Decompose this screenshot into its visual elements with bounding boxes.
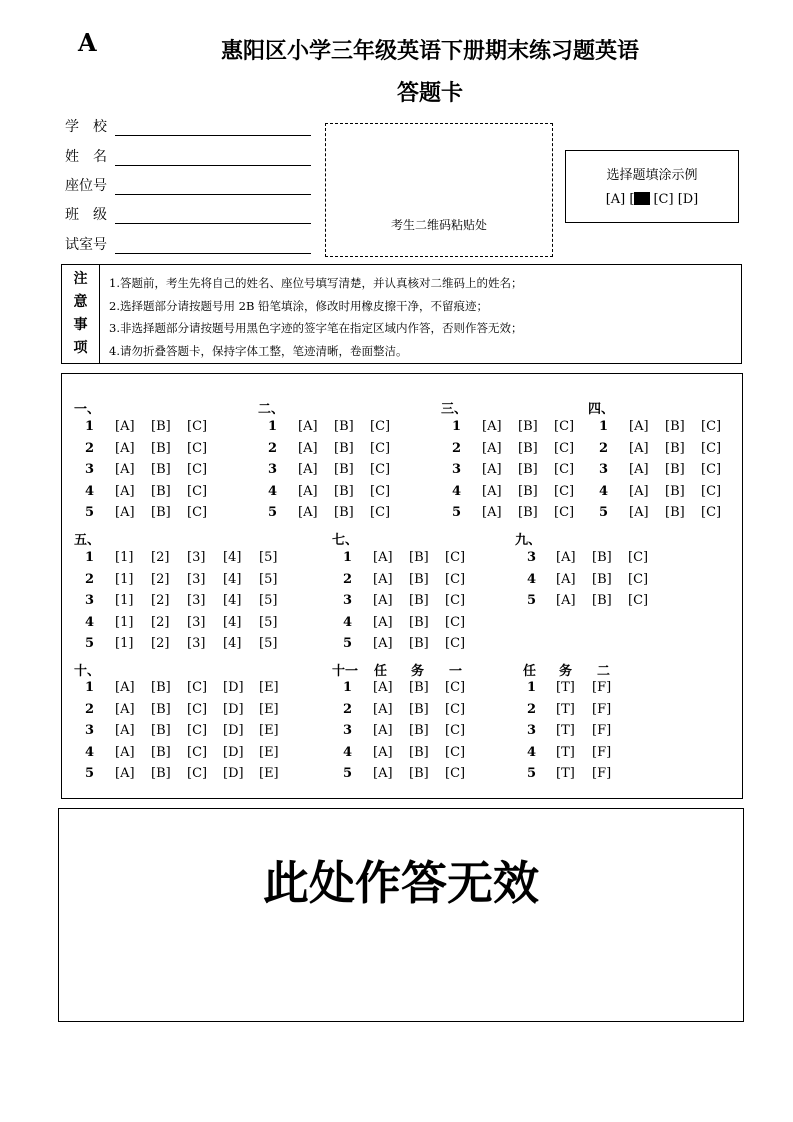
room-label: 试室号 <box>65 237 107 253</box>
answer-option-bubble[interactable]: [A] <box>373 593 393 608</box>
answer-option-bubble[interactable]: [F] <box>592 701 612 717</box>
section-title: 一、 <box>74 402 101 417</box>
answer-option-bubble[interactable]: [1] <box>115 550 134 565</box>
question-number: 5 <box>527 766 537 781</box>
answer-option-bubble[interactable]: [B] <box>518 419 538 434</box>
answer-option-bubble[interactable]: [F] <box>592 680 612 695</box>
answer-option-bubble[interactable]: [B] <box>151 419 171 434</box>
answer-option-bubble[interactable]: [T] <box>556 680 575 695</box>
answer-option-bubble[interactable]: [C] <box>701 440 722 456</box>
answer-option-bubble[interactable]: [A] <box>115 505 135 520</box>
question-number: 1 <box>527 680 537 695</box>
question-number: 2 <box>343 571 353 587</box>
answer-option-bubble[interactable]: [A] <box>482 462 502 477</box>
answer-option-bubble[interactable]: [A] <box>482 419 502 434</box>
question-number: 1 <box>452 419 462 434</box>
answer-option-bubble[interactable]: [F] <box>592 744 612 760</box>
answer-option-bubble[interactable]: [4] <box>223 636 242 651</box>
section-title: 三、 <box>441 402 468 417</box>
notes-box <box>61 264 742 364</box>
answer-option-bubble[interactable]: [A] <box>373 766 393 781</box>
answer-option-bubble[interactable]: [C] <box>445 701 466 717</box>
answer-option-bubble[interactable]: [2] <box>151 593 170 608</box>
answer-option-bubble[interactable]: [C] <box>370 483 391 499</box>
question-number: 1 <box>85 680 95 695</box>
question-number: 1 <box>85 550 95 565</box>
answer-option-bubble[interactable]: [A] <box>373 723 393 738</box>
question-number: 2 <box>85 440 95 456</box>
question-number: 5 <box>527 593 537 608</box>
answer-option-bubble[interactable]: [C] <box>701 483 722 499</box>
answer-option-bubble[interactable]: [F] <box>592 723 612 738</box>
answer-option-bubble[interactable]: [A] <box>298 462 318 477</box>
answer-option-bubble[interactable]: [3] <box>187 571 206 587</box>
answer-option-bubble[interactable]: [C] <box>628 550 649 565</box>
question-number: 2 <box>527 701 537 717</box>
notes-heading-char: 项 <box>73 340 88 356</box>
answer-option-bubble[interactable]: [C] <box>370 440 391 456</box>
notes-heading-char: 注 <box>73 271 88 287</box>
answer-option-bubble[interactable]: [B] <box>151 744 171 760</box>
answer-option-bubble[interactable]: [A] <box>629 419 649 434</box>
seat-field <box>65 175 311 195</box>
answer-option-bubble[interactable]: [2] <box>151 636 170 651</box>
answer-option-bubble[interactable]: [B] <box>334 483 354 499</box>
answer-option-bubble[interactable]: [4] <box>223 550 242 565</box>
notes-heading-char: 事 <box>73 317 88 333</box>
school-field <box>65 116 311 136</box>
answer-option-bubble[interactable]: [A] <box>482 483 502 499</box>
question-number: 4 <box>599 483 609 499</box>
question-number: 3 <box>85 723 95 738</box>
answer-option-bubble[interactable]: [C] <box>554 505 575 520</box>
notes-list <box>109 272 522 362</box>
answer-option-bubble[interactable]: [B] <box>334 505 354 520</box>
class-field <box>65 204 311 224</box>
fill-example-after: [C] [D] <box>653 192 699 207</box>
answer-option-bubble[interactable]: [A] <box>629 462 649 477</box>
answer-option-bubble[interactable]: [C] <box>187 723 208 738</box>
answer-option-bubble[interactable]: [5] <box>259 550 278 565</box>
question-number: 3 <box>85 462 95 477</box>
filled-bubble-icon <box>634 192 650 205</box>
answer-option-bubble[interactable]: [2] <box>151 614 170 630</box>
room-field <box>65 234 311 254</box>
question-number: 3 <box>268 462 278 477</box>
notes-heading <box>62 265 100 363</box>
answer-option-bubble[interactable]: [C] <box>554 440 575 456</box>
answer-option-bubble[interactable]: [B] <box>409 766 429 781</box>
question-number: 4 <box>343 614 353 630</box>
answer-option-bubble[interactable]: [C] <box>187 419 208 434</box>
answer-option-bubble[interactable]: [A] <box>298 483 318 499</box>
answer-option-bubble[interactable]: [A] <box>115 766 135 781</box>
school-input-line[interactable] <box>115 121 311 136</box>
answer-option-bubble[interactable]: [A] <box>482 505 502 520</box>
question-number: 4 <box>452 483 462 499</box>
answer-option-bubble[interactable]: [A] <box>115 723 135 738</box>
answer-option-bubble[interactable]: [C] <box>701 462 722 477</box>
answer-option-bubble[interactable]: [B] <box>151 505 171 520</box>
answer-option-bubble[interactable]: [B] <box>151 680 171 695</box>
answer-option-bubble[interactable]: [3] <box>187 636 206 651</box>
section-title: 二、 <box>258 402 285 417</box>
answer-option-bubble[interactable]: [T] <box>556 723 575 738</box>
question-number: 5 <box>85 766 95 781</box>
answer-option-bubble[interactable]: [A] <box>298 505 318 520</box>
answer-option-bubble[interactable]: [3] <box>187 614 206 630</box>
answer-option-bubble[interactable]: [2] <box>151 571 170 587</box>
answer-option-bubble[interactable]: [F] <box>592 766 612 781</box>
answer-option-bubble[interactable]: [2] <box>151 550 170 565</box>
invalid-answer-area <box>58 808 744 1022</box>
school-label: 学 校 <box>65 119 107 135</box>
answer-option-bubble[interactable]: [C] <box>187 440 208 456</box>
question-number: 5 <box>268 505 278 520</box>
question-number: 3 <box>527 550 537 565</box>
answer-option-bubble[interactable]: [A] <box>373 744 393 760</box>
answer-option-bubble[interactable]: [D] <box>223 723 244 738</box>
question-number: 2 <box>343 701 353 717</box>
answer-option-bubble[interactable]: [A] <box>115 462 135 477</box>
answer-option-bubble[interactable]: [T] <box>556 744 575 760</box>
page-title: 惠阳区小学三年级英语下册期末练习题英语 <box>220 39 639 64</box>
answer-option-bubble[interactable]: [B] <box>518 462 538 477</box>
answer-option-bubble[interactable]: [A] <box>298 440 318 456</box>
invalid-answer-label: 此处作答无效 <box>263 856 539 910</box>
section-title: 十一 <box>332 664 359 679</box>
answer-option-bubble[interactable]: [A] <box>629 483 649 499</box>
question-number: 5 <box>343 636 353 651</box>
qr-code-label: 考生二维码粘贴处 <box>390 218 487 232</box>
question-number: 3 <box>527 723 537 738</box>
answer-option-bubble[interactable]: [B] <box>409 723 429 738</box>
answer-option-bubble[interactable]: [A] <box>115 440 135 456</box>
answer-option-bubble[interactable]: [5] <box>259 614 278 630</box>
answer-option-bubble[interactable]: [B] <box>409 550 429 565</box>
answer-option-bubble[interactable]: [C] <box>628 593 649 608</box>
answer-option-bubble[interactable]: [E] <box>259 701 279 717</box>
answer-option-bubble[interactable]: [1] <box>115 614 134 630</box>
answer-option-bubble[interactable]: [B] <box>409 614 429 630</box>
answer-option-bubble[interactable]: [B] <box>151 483 171 499</box>
answer-option-bubble[interactable]: [1] <box>115 636 134 651</box>
task-two-label: 二 <box>597 664 611 679</box>
answer-option-bubble[interactable]: [T] <box>556 766 575 781</box>
section-title: 九、 <box>515 533 542 548</box>
answer-option-bubble[interactable]: [A] <box>373 701 393 717</box>
question-number: 1 <box>343 680 353 695</box>
answer-option-bubble[interactable]: [C] <box>370 462 391 477</box>
answer-option-bubble[interactable]: [C] <box>370 505 391 520</box>
answer-option-bubble[interactable]: [B] <box>665 419 685 434</box>
answer-option-bubble[interactable]: [A] <box>373 636 393 651</box>
answer-option-bubble[interactable]: [4] <box>223 593 242 608</box>
answer-option-bubble[interactable]: [C] <box>187 483 208 499</box>
answer-option-bubble[interactable]: [B] <box>592 550 612 565</box>
answer-option-bubble[interactable]: [5] <box>259 571 278 587</box>
fill-example-options <box>566 192 738 207</box>
question-number: 5 <box>343 766 353 781</box>
answer-option-bubble[interactable]: [T] <box>556 701 575 717</box>
answer-option-bubble[interactable]: [C] <box>628 571 649 587</box>
answer-option-bubble[interactable]: [A] <box>115 680 135 695</box>
question-number: 3 <box>343 723 353 738</box>
answer-option-bubble[interactable]: [B] <box>409 744 429 760</box>
question-number: 1 <box>268 419 278 434</box>
answer-option-bubble[interactable]: [A] <box>298 419 318 434</box>
answer-option-bubble[interactable]: [C] <box>445 571 466 587</box>
answer-option-bubble[interactable]: [C] <box>187 744 208 760</box>
answer-option-bubble[interactable]: [B] <box>518 483 538 499</box>
answer-option-bubble[interactable]: [C] <box>554 483 575 499</box>
answer-option-bubble[interactable]: [5] <box>259 636 278 651</box>
answer-option-bubble[interactable]: [B] <box>409 701 429 717</box>
answer-sheet-area <box>61 373 743 799</box>
answer-option-bubble[interactable]: [B] <box>518 440 538 456</box>
answer-option-bubble[interactable]: [B] <box>592 571 612 587</box>
fill-example-title: 选择题填涂示例 <box>606 168 698 183</box>
answer-option-bubble[interactable]: [C] <box>445 744 466 760</box>
question-number: 5 <box>85 636 95 651</box>
name-label: 姓 名 <box>65 149 107 165</box>
name-input-line[interactable] <box>115 151 311 166</box>
answer-option-bubble[interactable]: [4] <box>223 614 242 630</box>
answer-option-bubble[interactable]: [B] <box>151 462 171 477</box>
section-title: 四、 <box>588 402 615 417</box>
notes-heading-char: 意 <box>73 294 88 310</box>
answer-option-bubble[interactable]: [B] <box>592 593 612 608</box>
answer-option-bubble[interactable]: [E] <box>259 680 279 695</box>
answer-option-bubble[interactable]: [A] <box>556 593 576 608</box>
section-title: 七、 <box>332 533 359 548</box>
answer-option-bubble[interactable]: [B] <box>334 440 354 456</box>
question-number: 1 <box>85 419 95 434</box>
answer-option-bubble[interactable]: [D] <box>223 680 244 695</box>
answer-option-bubble[interactable]: [B] <box>409 636 429 651</box>
fill-example-before: [A] [ <box>605 192 635 207</box>
class-label: 班 级 <box>65 207 107 223</box>
answer-option-bubble[interactable]: [E] <box>259 766 279 781</box>
answer-option-bubble[interactable]: [C] <box>701 419 722 434</box>
question-number: 5 <box>599 505 609 520</box>
answer-option-bubble[interactable]: [B] <box>409 571 429 587</box>
answer-option-bubble[interactable]: [B] <box>409 680 429 695</box>
answer-option-bubble[interactable]: [A] <box>115 701 135 717</box>
question-number: 3 <box>452 462 462 477</box>
question-number: 3 <box>343 593 353 608</box>
answer-option-bubble[interactable]: [B] <box>151 723 171 738</box>
answer-option-bubble[interactable]: [C] <box>370 419 391 434</box>
question-number: 4 <box>85 744 95 760</box>
task-one-label: 一 <box>449 664 463 679</box>
task-one-label: 任 <box>374 664 388 679</box>
answer-option-bubble[interactable]: [5] <box>259 593 278 608</box>
answer-option-bubble[interactable]: [C] <box>187 505 208 520</box>
seat-label: 座位号 <box>65 178 107 194</box>
fill-example-box <box>565 150 739 223</box>
answer-option-bubble[interactable]: [D] <box>223 701 244 717</box>
name-field <box>65 146 311 166</box>
answer-option-bubble[interactable]: [D] <box>223 744 244 760</box>
note-item: 4.请勿折叠答题卡，保持字体工整，笔迹清晰，卷面整洁。 <box>109 343 408 358</box>
answer-option-bubble[interactable]: [A] <box>482 440 502 456</box>
answer-option-bubble[interactable]: [1] <box>115 571 134 587</box>
answer-option-bubble[interactable]: [C] <box>445 680 466 695</box>
answer-option-bubble[interactable]: [C] <box>445 723 466 738</box>
section-title: 五、 <box>74 533 101 548</box>
note-item: 3.非选择题部分请按题号用黑色字迹的签字笔在指定区域内作答，否则作答无效； <box>109 321 523 335</box>
answer-option-bubble[interactable]: [B] <box>665 462 685 477</box>
answer-option-bubble[interactable]: [A] <box>556 571 576 587</box>
answer-option-bubble[interactable]: [B] <box>665 440 685 456</box>
answer-option-bubble[interactable]: [A] <box>629 505 649 520</box>
note-item: 1.答题前，考生先将自己的姓名、座位号填写清楚，并认真核对二维码上的姓名； <box>109 276 523 290</box>
question-number: 4 <box>527 744 537 760</box>
answer-option-bubble[interactable]: [B] <box>665 505 685 520</box>
seat-input-line[interactable] <box>115 180 311 195</box>
answer-option-bubble[interactable]: [C] <box>445 593 466 608</box>
answer-option-bubble[interactable]: [D] <box>223 766 244 781</box>
class-input-line[interactable] <box>115 209 311 224</box>
question-number: 2 <box>85 571 95 587</box>
answer-option-bubble[interactable]: [C] <box>187 766 208 781</box>
qr-code-area <box>325 123 553 257</box>
answer-option-bubble[interactable]: [C] <box>701 505 722 520</box>
answer-option-bubble[interactable]: [B] <box>151 440 171 456</box>
answer-option-bubble[interactable]: [A] <box>115 419 135 434</box>
question-number: 2 <box>268 440 278 456</box>
answer-option-bubble[interactable]: [A] <box>373 680 393 695</box>
answer-option-bubble[interactable]: [A] <box>115 744 135 760</box>
room-input-line[interactable] <box>115 239 311 254</box>
answer-option-bubble[interactable]: [A] <box>373 550 393 565</box>
answer-option-bubble[interactable]: [C] <box>445 614 466 630</box>
answer-option-bubble[interactable]: [3] <box>187 550 206 565</box>
question-number: 4 <box>343 744 353 760</box>
answer-option-bubble[interactable]: [E] <box>259 744 279 760</box>
question-number: 1 <box>343 550 353 565</box>
answer-option-bubble[interactable]: [A] <box>629 440 649 456</box>
answer-option-bubble[interactable]: [C] <box>187 462 208 477</box>
task-two-label: 务 <box>559 664 573 679</box>
note-item: 2.选择题部分请按题号用 2B 铅笔填涂，修改时用橡皮擦干净，不留痕迹； <box>109 298 489 313</box>
question-number: 3 <box>85 593 95 608</box>
answer-option-bubble[interactable]: [A] <box>556 550 576 565</box>
answer-option-bubble[interactable]: [C] <box>554 462 575 477</box>
question-number: 5 <box>452 505 462 520</box>
answer-option-bubble[interactable]: [C] <box>187 680 208 695</box>
section-title: 十、 <box>74 664 101 679</box>
answer-option-bubble[interactable]: [C] <box>554 419 575 434</box>
version-label: A <box>78 28 97 57</box>
answer-option-bubble[interactable]: [C] <box>445 766 466 781</box>
task-two-label: 任 <box>523 664 537 679</box>
answer-option-bubble[interactable]: [A] <box>373 614 393 630</box>
question-number: 4 <box>85 483 95 499</box>
answer-option-bubble[interactable]: [A] <box>373 571 393 587</box>
answer-option-bubble[interactable]: [4] <box>223 571 242 587</box>
page-subtitle: 答题卡 <box>396 81 463 106</box>
answer-option-bubble[interactable]: [E] <box>259 723 279 738</box>
question-number: 1 <box>599 419 609 434</box>
answer-option-bubble[interactable]: [3] <box>187 593 206 608</box>
question-number: 2 <box>85 701 95 717</box>
answer-option-bubble[interactable]: [C] <box>187 701 208 717</box>
answer-option-bubble[interactable]: [B] <box>665 483 685 499</box>
answer-option-bubble[interactable]: [C] <box>445 550 466 565</box>
question-number: 2 <box>599 440 609 456</box>
answer-option-bubble[interactable]: [B] <box>518 505 538 520</box>
question-number: 5 <box>85 505 95 520</box>
answer-option-bubble[interactable]: [B] <box>334 419 354 434</box>
question-number: 3 <box>599 462 609 477</box>
answer-option-bubble[interactable]: [A] <box>115 483 135 499</box>
question-number: 4 <box>527 571 537 587</box>
question-number: 2 <box>452 440 462 456</box>
answer-option-bubble[interactable]: [B] <box>151 701 171 717</box>
answer-option-bubble[interactable]: [B] <box>151 766 171 781</box>
question-number: 4 <box>268 483 278 499</box>
answer-option-bubble[interactable]: [B] <box>409 593 429 608</box>
answer-option-bubble[interactable]: [B] <box>334 462 354 477</box>
answer-option-bubble[interactable]: [1] <box>115 593 134 608</box>
question-number: 4 <box>85 614 95 630</box>
task-one-label: 务 <box>411 664 425 679</box>
answer-option-bubble[interactable]: [C] <box>445 636 466 651</box>
